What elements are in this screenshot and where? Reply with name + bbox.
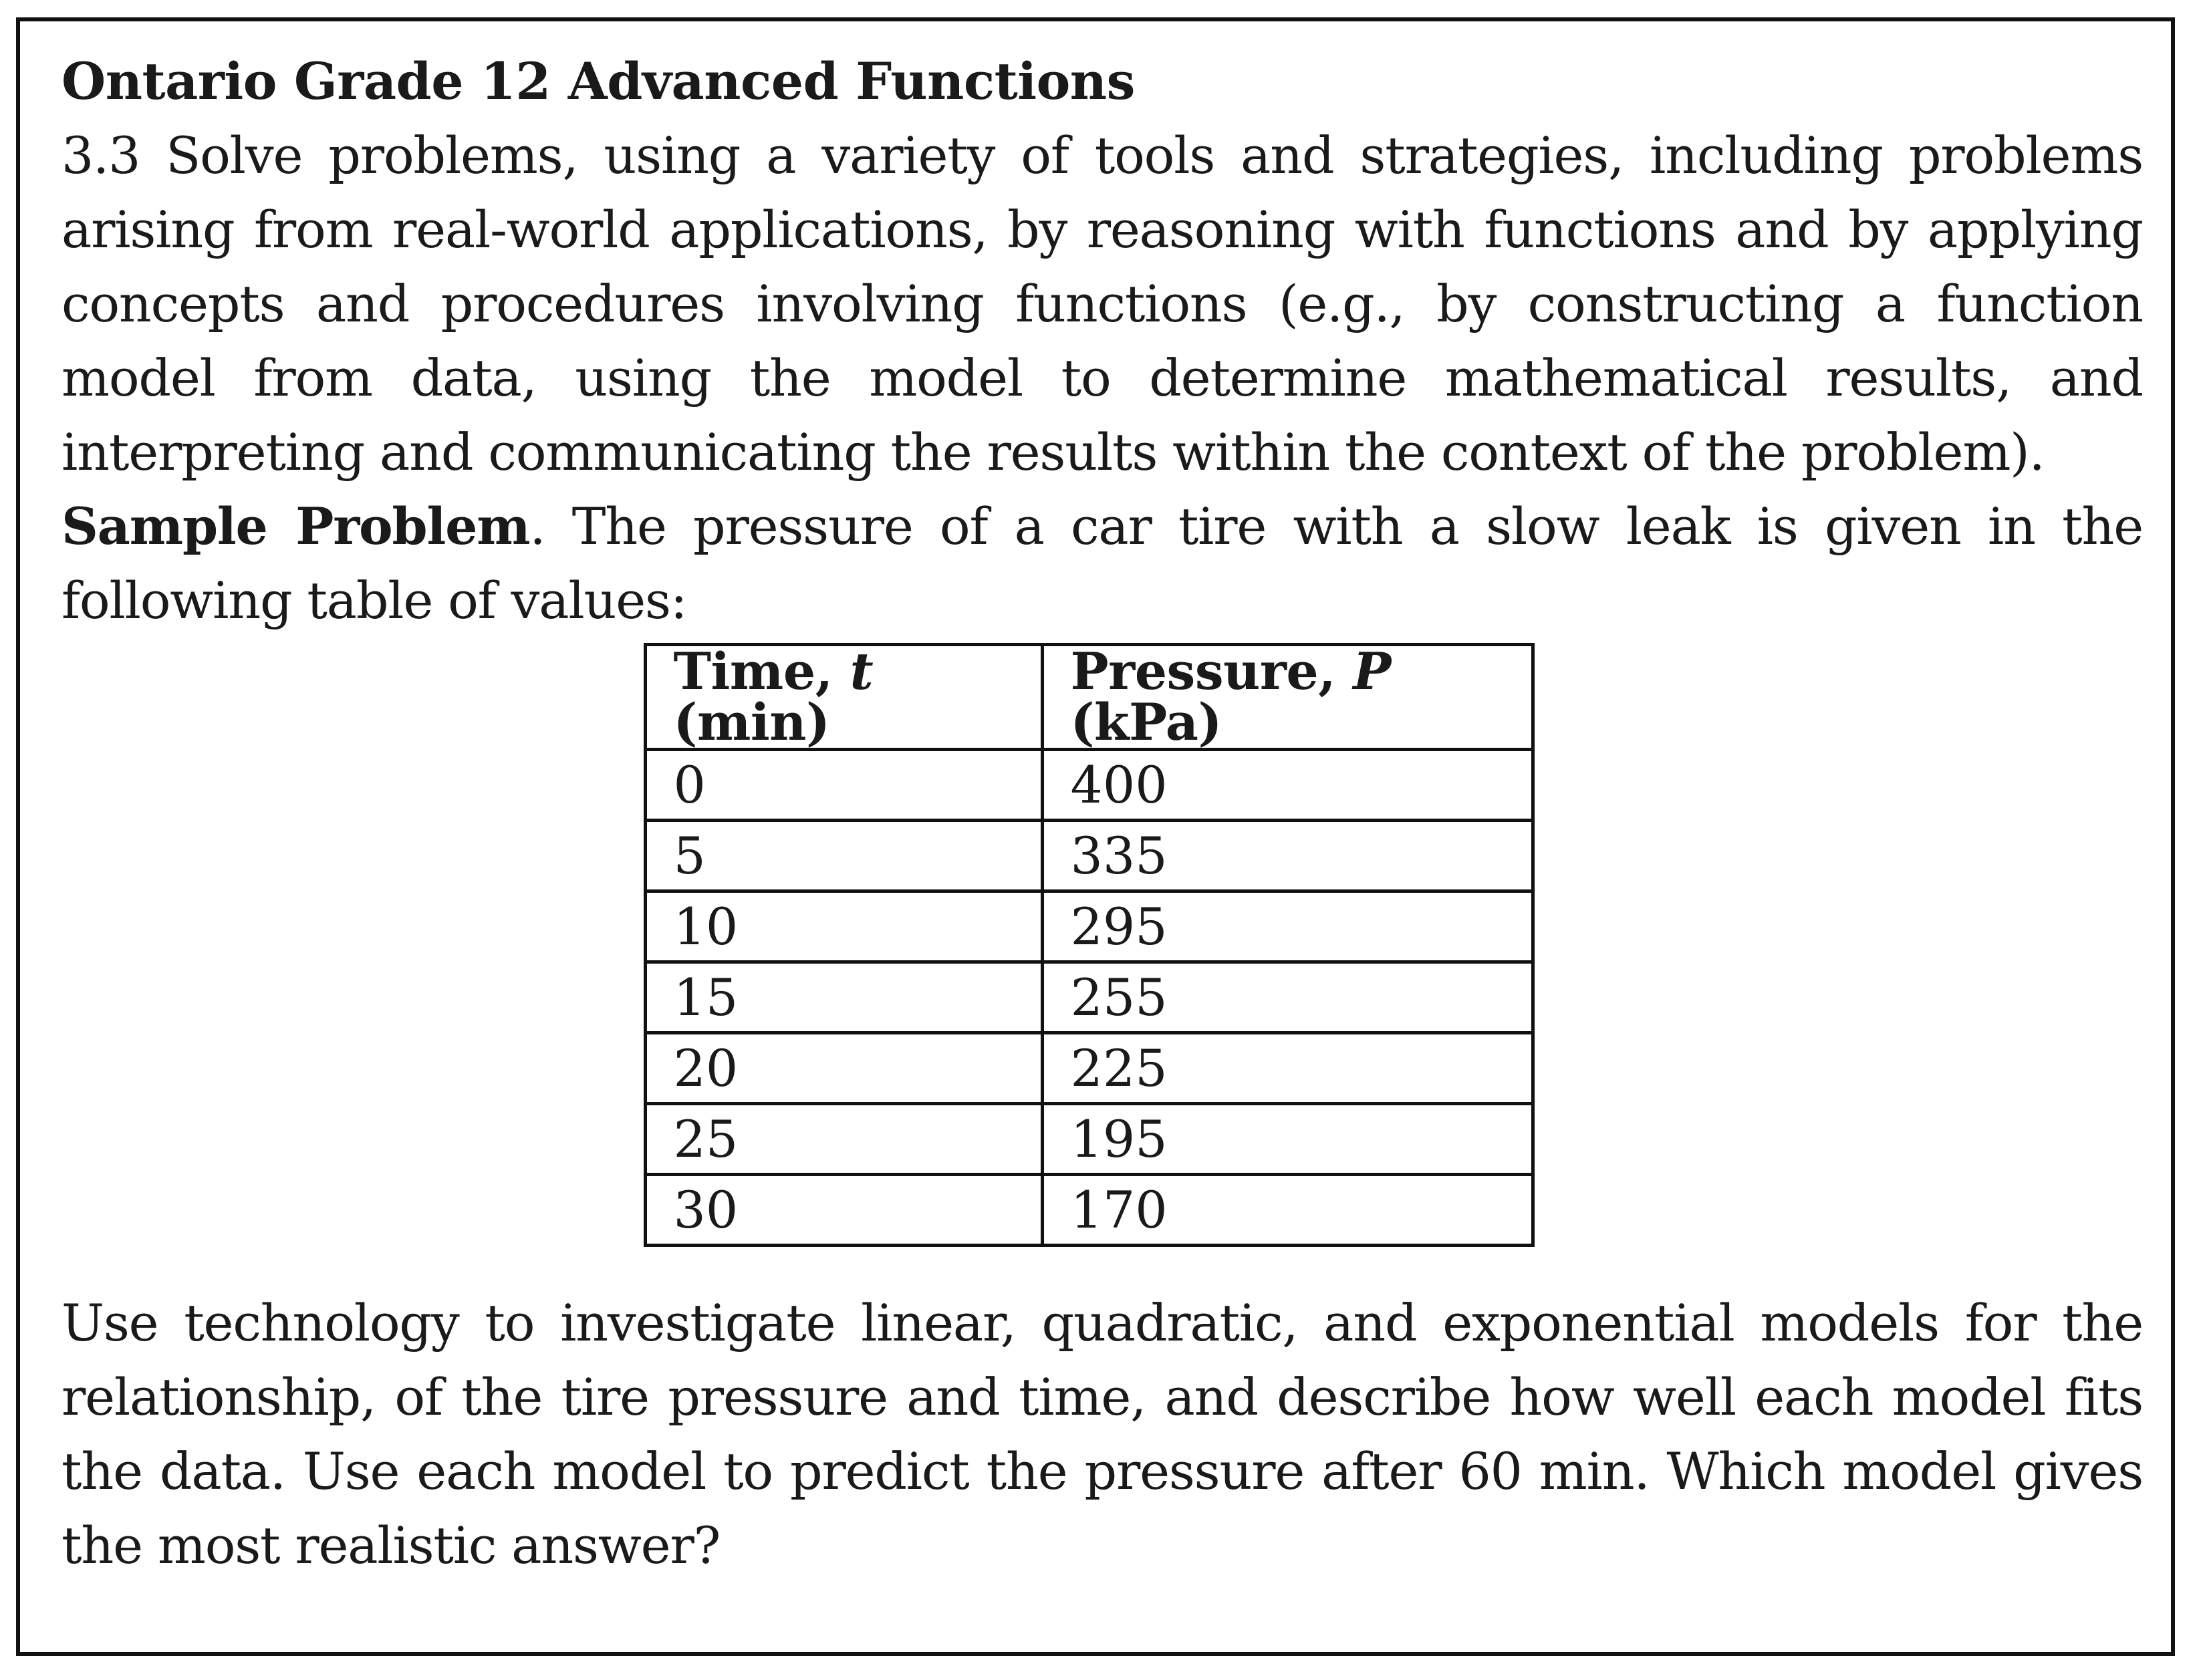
table-row (645, 962, 1533, 1033)
time-cell: 20 (645, 1033, 1042, 1104)
pressure-cell: 400 (1042, 750, 1533, 821)
time-cell: 10 (645, 891, 1042, 962)
sample-problem-label: Sample Problem (61, 497, 530, 556)
pressure-cell: 295 (1042, 891, 1533, 962)
table-row (645, 821, 1533, 891)
table-container (61, 643, 2143, 1247)
pressure-table (644, 643, 1535, 1247)
time-cell: 0 (645, 750, 1042, 821)
table-row (645, 750, 1533, 821)
sample-problem-intro (61, 489, 2143, 638)
table-row (645, 1175, 1533, 1246)
table-header-row (645, 645, 1533, 750)
problem-question: Use technology to investigate linear, quadratic, and exponential models for the relationship, of the tire pressure and time, and describe how well each model fits the data. Use each model to predict the pressure after 60 min. Which model gives the most realistic answer? (61, 1293, 2143, 1575)
table-row (645, 1104, 1533, 1175)
pressure-cell: 255 (1042, 962, 1533, 1033)
time-column-header: Time, t (min) (645, 645, 1042, 750)
table-row (645, 891, 1533, 962)
pressure-cell: 195 (1042, 1104, 1533, 1175)
document-content (61, 44, 2143, 1582)
page-title: Ontario Grade 12 Advanced Functions (61, 51, 1135, 111)
curriculum-expectation: 3.3 Solve problems, using a variety of tools and strategies, including problems arising from real-world applications, by reasoning with functions and by applying concepts and procedures involving functions (e.g., by constructing a function model from data, using the model to determine mathematical results, and interpreting and communicating the results within the context of the problem). (61, 126, 2143, 482)
time-cell: 15 (645, 962, 1042, 1033)
pressure-column-header: Pressure, P (kPa) (1042, 645, 1533, 750)
time-cell: 5 (645, 821, 1042, 891)
time-cell: 25 (645, 1104, 1042, 1175)
pressure-cell: 225 (1042, 1033, 1533, 1104)
pressure-cell: 170 (1042, 1175, 1533, 1246)
pressure-cell: 335 (1042, 821, 1533, 891)
sample-problem-text: . The pressure of a car tire with a slow leak is given in the following table of values: (61, 497, 2143, 630)
time-cell: 30 (645, 1175, 1042, 1246)
table-row (645, 1033, 1533, 1104)
